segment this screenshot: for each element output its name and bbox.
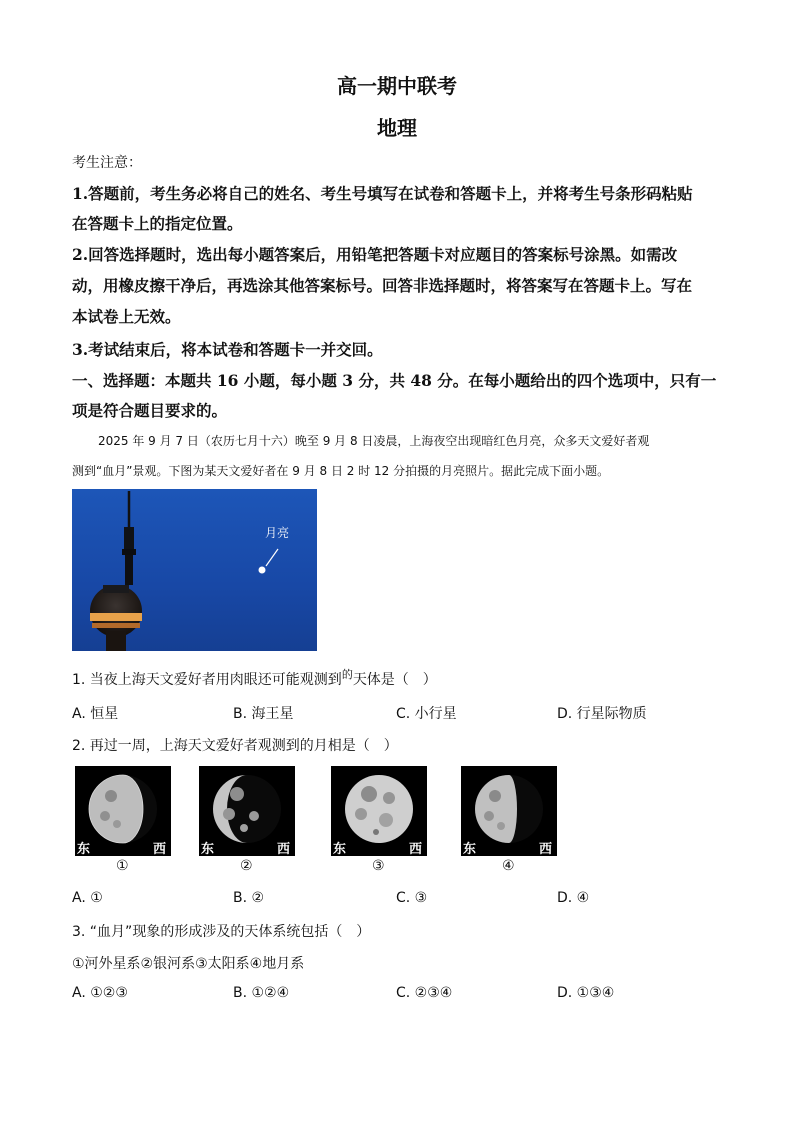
question-1-option-d[interactable]: D. 行星际物质 [557,706,647,722]
moon-3-west-label: 西 [409,842,423,856]
moon-1-west-label: 西 [153,842,167,856]
moon-1-east-label: 东 [77,842,91,856]
question-1-stem-sup: 的 [341,668,353,681]
passage-line-1: 2025 年 9 月 7 日（农历七月十六）晚至 9 月 8 日凌晨，上海夜空出现暗红色月亮，众多天文爱好者观 [98,434,650,448]
section-heading-line-1: 一、选择题：本题共 16 小题，每小题 3 分，共 48 分。在每小题给出的四个选项中，只有一 [72,371,717,390]
question-1-stem-a: 1. 当夜上海天文爱好者用肉眼还可能观测到 [72,672,342,688]
question-3-items: ①河外星系②银河系③太阳系④地月系 [72,956,305,972]
moon-phase-figure-4 [461,766,557,856]
moon-phase-figure-2 [199,766,295,856]
passage-line-2: 测到“血月”景观。下图为某天文爱好者在 9 月 8 日 2 时 12 分拍摄的月亮照片。据此完成下面小题。 [72,464,610,478]
question-2-option-b[interactable]: B. ② [233,890,265,906]
notice-line-5: 本试卷上无效。 [72,307,181,326]
moon-4-number: ④ [502,858,515,874]
question-1-option-a[interactable]: A. 恒星 [72,706,119,722]
question-1-option-b[interactable]: B. 海王星 [233,706,294,722]
question-3-option-d[interactable]: D. ①③④ [557,985,615,1001]
notice-line-1: 1.答题前，考生务必将自己的姓名、考生号填写在试卷和答题卡上，并将考生号条形码粘贴 [72,184,693,203]
question-2-option-a[interactable]: A. ① [72,890,103,906]
notice-line-2: 在答题卡上的指定位置。 [72,214,243,233]
moon-1-number: ① [116,858,129,874]
exam-title: 高一期中联考 [337,74,457,98]
notice-line-4: 动，用橡皮擦干净后，再选涂其他答案标号。回答非选择题时，将答案写在答题卡上。写在 [72,276,693,295]
moon-3-east-label: 东 [333,842,347,856]
question-2-option-d[interactable]: D. ④ [557,890,590,906]
question-1-option-c[interactable]: C. 小行星 [396,706,457,722]
question-3-option-a[interactable]: A. ①②③ [72,985,128,1001]
question-3-option-c[interactable]: C. ②③④ [396,985,453,1001]
notice-line-3: 2.回答选择题时，选出每小题答案后，用铅笔把答题卡对应题目的答案标号涂黑。如需改 [72,245,678,264]
question-1-stem-b: 天体是（ ） [352,672,437,688]
section-heading-line-2: 项是符合题目要求的。 [72,401,228,420]
question-2-stem: 2. 再过一周，上海天文爱好者观测到的月相是（ ） [72,738,398,754]
question-2-option-c[interactable]: C. ③ [396,890,428,906]
moon-4-west-label: 西 [539,842,553,856]
moon-2-east-label: 东 [201,842,215,856]
question-3-option-b[interactable]: B. ①②④ [233,985,290,1001]
moon-4-east-label: 东 [463,842,477,856]
moon-phase-figure-1 [75,766,171,856]
moon-phase-figure-3 [331,766,427,856]
moon-2-number: ② [240,858,253,874]
moon-photo [72,489,317,651]
subject-title: 地理 [377,116,417,140]
moon-label: 月亮 [265,526,290,540]
moon-3-number: ③ [372,858,385,874]
question-1-stem [72,669,437,689]
notice-line-6: 3.考试结束后，将本试卷和答题卡一并交回。 [72,340,383,359]
notice-heading: 考生注意： [72,155,142,171]
question-3-stem: 3. “血月”现象的形成涉及的天体系统包括（ ） [72,924,371,940]
moon-2-west-label: 西 [277,842,291,856]
